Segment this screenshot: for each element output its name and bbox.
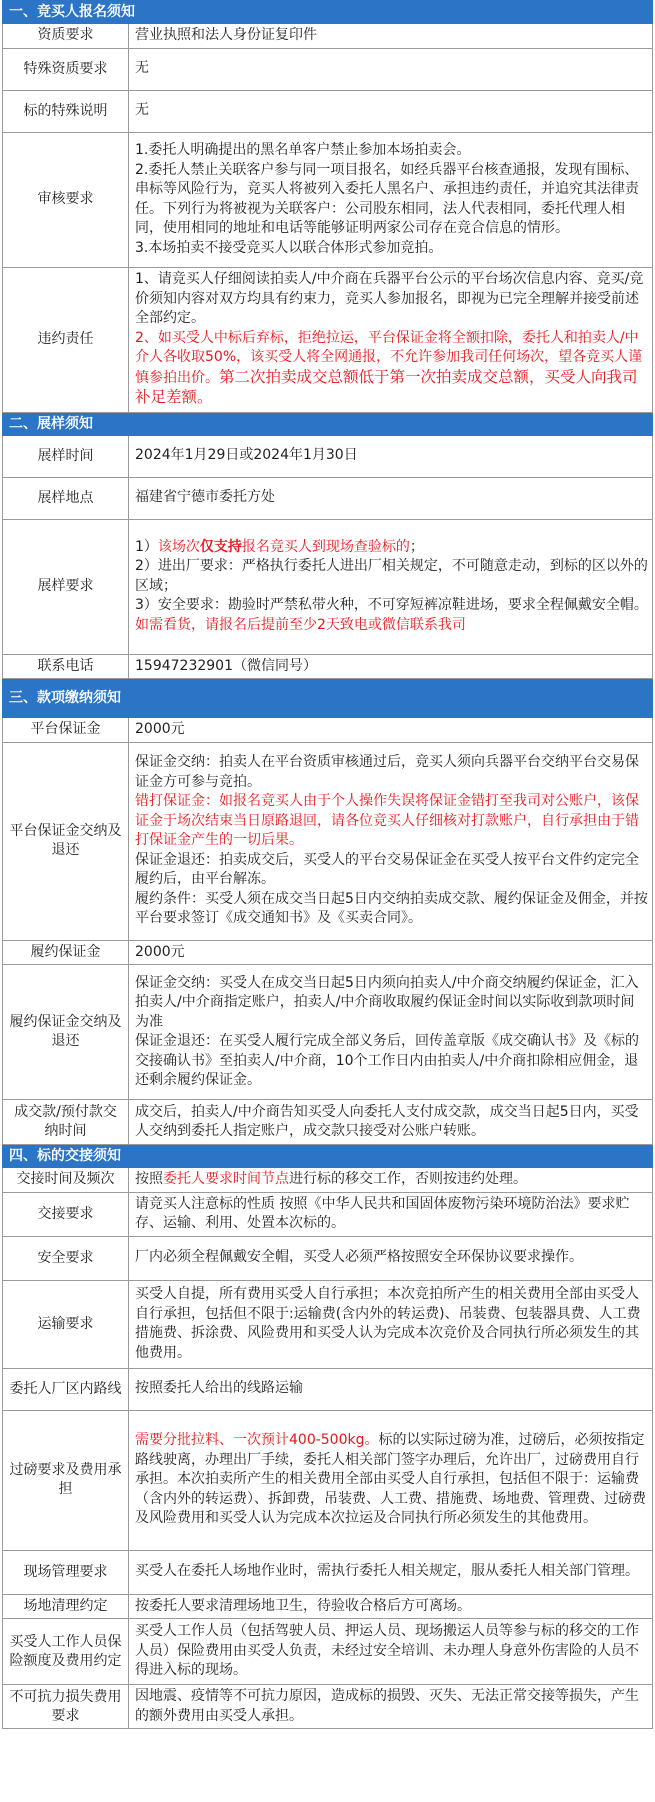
inspection-requirement-value bbox=[129, 519, 653, 654]
inspection-time-label: 展样时间 bbox=[3, 435, 129, 477]
platform-deposit-payment-label: 平台保证金交纳及退还 bbox=[3, 742, 129, 940]
site-cleaning-label: 场地清理约定 bbox=[3, 1594, 129, 1619]
subject-special-note-label: 标的特殊说明 bbox=[3, 90, 129, 132]
route-value: 按照委托人给出的线路运输 bbox=[129, 1368, 653, 1410]
contact-phone-label: 联系电话 bbox=[3, 654, 129, 679]
inspection-item-1-c: 报名竞买人到现场查验标的 bbox=[241, 538, 410, 555]
inspection-location-label: 展样地点 bbox=[3, 477, 129, 519]
review-requirement-value bbox=[129, 132, 653, 267]
weighing-requirement-value bbox=[129, 1410, 653, 1550]
performance-deposit-value: 2000元 bbox=[129, 940, 653, 965]
inspection-time-value: 2024年1月29日或2024年1月30日 bbox=[129, 435, 653, 477]
handover-time-value bbox=[129, 1168, 653, 1193]
breach-item-1: 1、请竞买人仔细阅读拍卖人/中介商在兵器平台公示的平台场次信息内容、竞买/竞价须知内容对双方均具有约束力，竞买人参加报名，即视为已完全理解并接受前述全部约定。 bbox=[135, 271, 644, 327]
safety-requirement-label: 安全要求 bbox=[3, 1236, 129, 1280]
inspection-item-4: 如需看货，请报名后提前至少2天致电或微信联系我司 bbox=[135, 616, 466, 633]
weighing-details: 标的以实际过磅为准，过磅后，必须按指定路线驶离，办理出厂手续，委托人相关部门签字办理后，允许出厂，过磅费用自行承担。本次拍卖所产生的相关费用全部由买受人自行承担，包括但不限于：运输费（含内外的转运费）、拆卸费，吊装费、人工费、措施费、场地费、管理费、过磅费及风险费用和买受人认为完成本次拉运及合同执行所必须发生的其他费用。 bbox=[135, 1432, 646, 1527]
inspection-item-3: 3）安全要求：勘验时严禁私带火种，不可穿短裤凉鞋进场，要求全程佩戴安全帽。 bbox=[135, 597, 648, 614]
breach-item-2-emphasis: 第二次拍卖成交总额低于第一次拍卖成交总额，买受人向我司补足差额。 bbox=[135, 367, 638, 407]
auction-notice-table bbox=[2, 0, 653, 1729]
platform-deposit-value: 2000元 bbox=[129, 718, 653, 743]
performance-deposit-payment: 保证金交纳：买受人在成交当日起5日内须向拍卖人/中介商交纳履约保证金，汇入拍卖人/中介商指定账户，拍卖人/中介商收取履约保证金时间以实际收到款项时间为准 bbox=[135, 974, 639, 1030]
handover-requirement-label: 交接要求 bbox=[3, 1192, 129, 1236]
platform-deposit-payment: 保证金交纳：拍卖人在平台资质审核通过后，竞买人须向兵器平台交纳平台交易保证金方可参与竞拍。 bbox=[135, 754, 639, 790]
qualification-value: 营业执照和法人身份证复印件 bbox=[129, 24, 653, 49]
review-item-2: 2.委托人禁止关联客户参与同一项目报名，如经兵器平台核查通报，发现有围标、串标等风险行为，竞买人将被列入委托人黑名户、承担违约责任，并追究其法律责任。下列行为将被视为关联客户：公司股东相同，法人代表相同，委托代理人相同，使用相同的地址和电话等能够证明两家公司存在竞合信息的情形。 bbox=[135, 161, 639, 236]
force-majeure-value: 因地震、疫情等不可抗力原因，造成标的损毁、灭失、无法正常交接等损失，产生的额外费用由买受人承担。 bbox=[129, 1685, 653, 1729]
site-cleaning-value: 按委托人要求清理场地卫生，待验收合格后方可离场。 bbox=[129, 1594, 653, 1619]
section-header-inspection: 二、展样须知 bbox=[3, 412, 653, 435]
performance-deposit-refund: 保证金退还：在买受人履行完成全部义务后，回传盖章版《成交确认书》及《标的交接确认书》至拍卖人/中介商，10个工作日内由拍卖人/中介商扣除相应佣金，退还剩余履约保证金。 bbox=[135, 1033, 639, 1088]
performance-deposit-payment-value bbox=[129, 965, 653, 1100]
section-header-handover: 四、标的交接须知 bbox=[3, 1145, 653, 1168]
safety-requirement-value: 厂内必须全程佩戴安全帽，买受人必须严格按照安全环保协议要求操作。 bbox=[129, 1236, 653, 1280]
handover-time-part-1: 按照 bbox=[135, 1171, 163, 1187]
handover-time-emphasis: 委托人要求时间节点 bbox=[163, 1171, 289, 1187]
breach-liability-label: 违约责任 bbox=[3, 267, 129, 412]
subject-special-note-value: 无 bbox=[129, 90, 653, 132]
breach-liability-value bbox=[129, 267, 653, 412]
handover-requirement-value: 请竞买人注意标的性质 按照《中华人民共和国固体废物污染环境防治法》要求贮存、运输、利用、处置本次标的。 bbox=[129, 1192, 653, 1236]
site-management-label: 现场管理要求 bbox=[3, 1550, 129, 1594]
platform-deposit-label: 平台保证金 bbox=[3, 718, 129, 743]
section-header-registration: 一、竞买人报名须知 bbox=[3, 1, 653, 24]
performance-deposit-label: 履约保证金 bbox=[3, 940, 129, 965]
weighing-batch-note: 需要分批拉料、一次预计400-500kg。 bbox=[135, 1432, 379, 1449]
platform-deposit-refund: 保证金退还：拍卖成交后，买受人的平台交易保证金在买受人按平台文件约定完全履约后，由平台解冻。 bbox=[135, 851, 639, 888]
review-requirement-label: 审核要求 bbox=[3, 132, 129, 267]
inspection-location-value: 福建省宁德市委托方处 bbox=[129, 477, 653, 519]
site-management-value: 买受人在委托人场地作业时，需执行委托人相关规定，服从委托人相关部门管理。 bbox=[129, 1550, 653, 1594]
performance-conditions: 履约条件：买受人须在成交当日起5日内交纳拍卖成交款、履约保证金及佣金，并按平台要求签订《成交通知书》及《买卖合同》。 bbox=[135, 890, 648, 927]
transport-requirement-value: 买受人自提，所有费用买受人自行承担；本次竞拍所产生的相关费用全部由买受人自行承担，包括但不限于:运输费(含内外的转运费)、吊装费、包装器具费、人工费措施费、拆涂费、风险费用和买受人认为完成本次竞价及合同执行所必须发生的其他费用。 bbox=[129, 1280, 653, 1368]
transport-requirement-label: 运输要求 bbox=[3, 1280, 129, 1368]
qualification-label: 资质要求 bbox=[3, 24, 129, 49]
insurance-value: 买受人工作人员（包括驾驶人员、押运人员、现场搬运人员等参与标的移交的工作人员）保险费用由买受人负责，未经过安全培训、未办理人身意外伤害险的人员不得进入标的现场。 bbox=[129, 1619, 653, 1685]
inspection-item-2: 2）进出厂要求：严格执行委托人进出厂相关规定，不可随意走动，到标的区以外的区域； bbox=[135, 558, 648, 594]
weighing-requirement-label: 过磅要求及费用承担 bbox=[3, 1410, 129, 1550]
special-qualification-value: 无 bbox=[129, 48, 653, 90]
platform-deposit-payment-value bbox=[129, 742, 653, 940]
inspection-item-1-end: ； bbox=[409, 538, 424, 555]
performance-deposit-payment-label: 履约保证金交纳及退还 bbox=[3, 965, 129, 1100]
section-header-payment: 三、款项缴纳须知 bbox=[3, 679, 653, 718]
contact-phone-value: 15947232901（微信同号） bbox=[129, 654, 653, 679]
special-qualification-label: 特殊资质要求 bbox=[3, 48, 129, 90]
transaction-payment-value: 成交后，拍卖人/中介商告知买受人向委托人支付成交款，成交当日起5日内，买受人交纳到委托人指定账户，成交款只接受对公账户转账。 bbox=[129, 1100, 653, 1145]
handover-time-part-3: 进行标的移交工作，否则按违约处理。 bbox=[289, 1171, 527, 1187]
review-item-3: 3.本场拍卖不接受竞买人以联合体形式参加竞拍。 bbox=[135, 239, 443, 256]
route-label: 委托人厂区内路线 bbox=[3, 1368, 129, 1410]
force-majeure-label: 不可抗力损失费用要求 bbox=[3, 1685, 129, 1729]
breach-item-2: 2、如买受人中标后弃标，拒绝拉运，平台保证金将全额扣除，委托人和拍卖人/中介人各收取50%，该买受人将全网通报，不允许参加我司任何场次，望各竞买人谨慎参拍出价。 bbox=[135, 329, 643, 386]
inspection-item-1-a: 该场次 bbox=[157, 538, 200, 555]
inspection-requirement-label: 展样要求 bbox=[3, 519, 129, 654]
inspection-item-1-b: 仅支持 bbox=[199, 538, 242, 555]
handover-time-label: 交接时间及频次 bbox=[3, 1168, 129, 1193]
insurance-label: 买受人工作人员保险额度及费用约定 bbox=[3, 1619, 129, 1685]
inspection-item-1-prefix: 1） bbox=[135, 538, 158, 555]
transaction-payment-label: 成交款/预付款交纳时间 bbox=[3, 1100, 129, 1145]
wrong-deposit-warning: 错打保证金：如报名竞买人由于个人操作失误将保证金错打至我司对公账户，该保证金于场次结束当日原路退回，请各位竞买人仔细核对打款账户，自行承担由于错打保证金产生的一切后果。 bbox=[135, 793, 639, 849]
review-item-1: 1.委托人明确提出的黑名单客户禁止参加本场拍卖会。 bbox=[135, 142, 471, 158]
